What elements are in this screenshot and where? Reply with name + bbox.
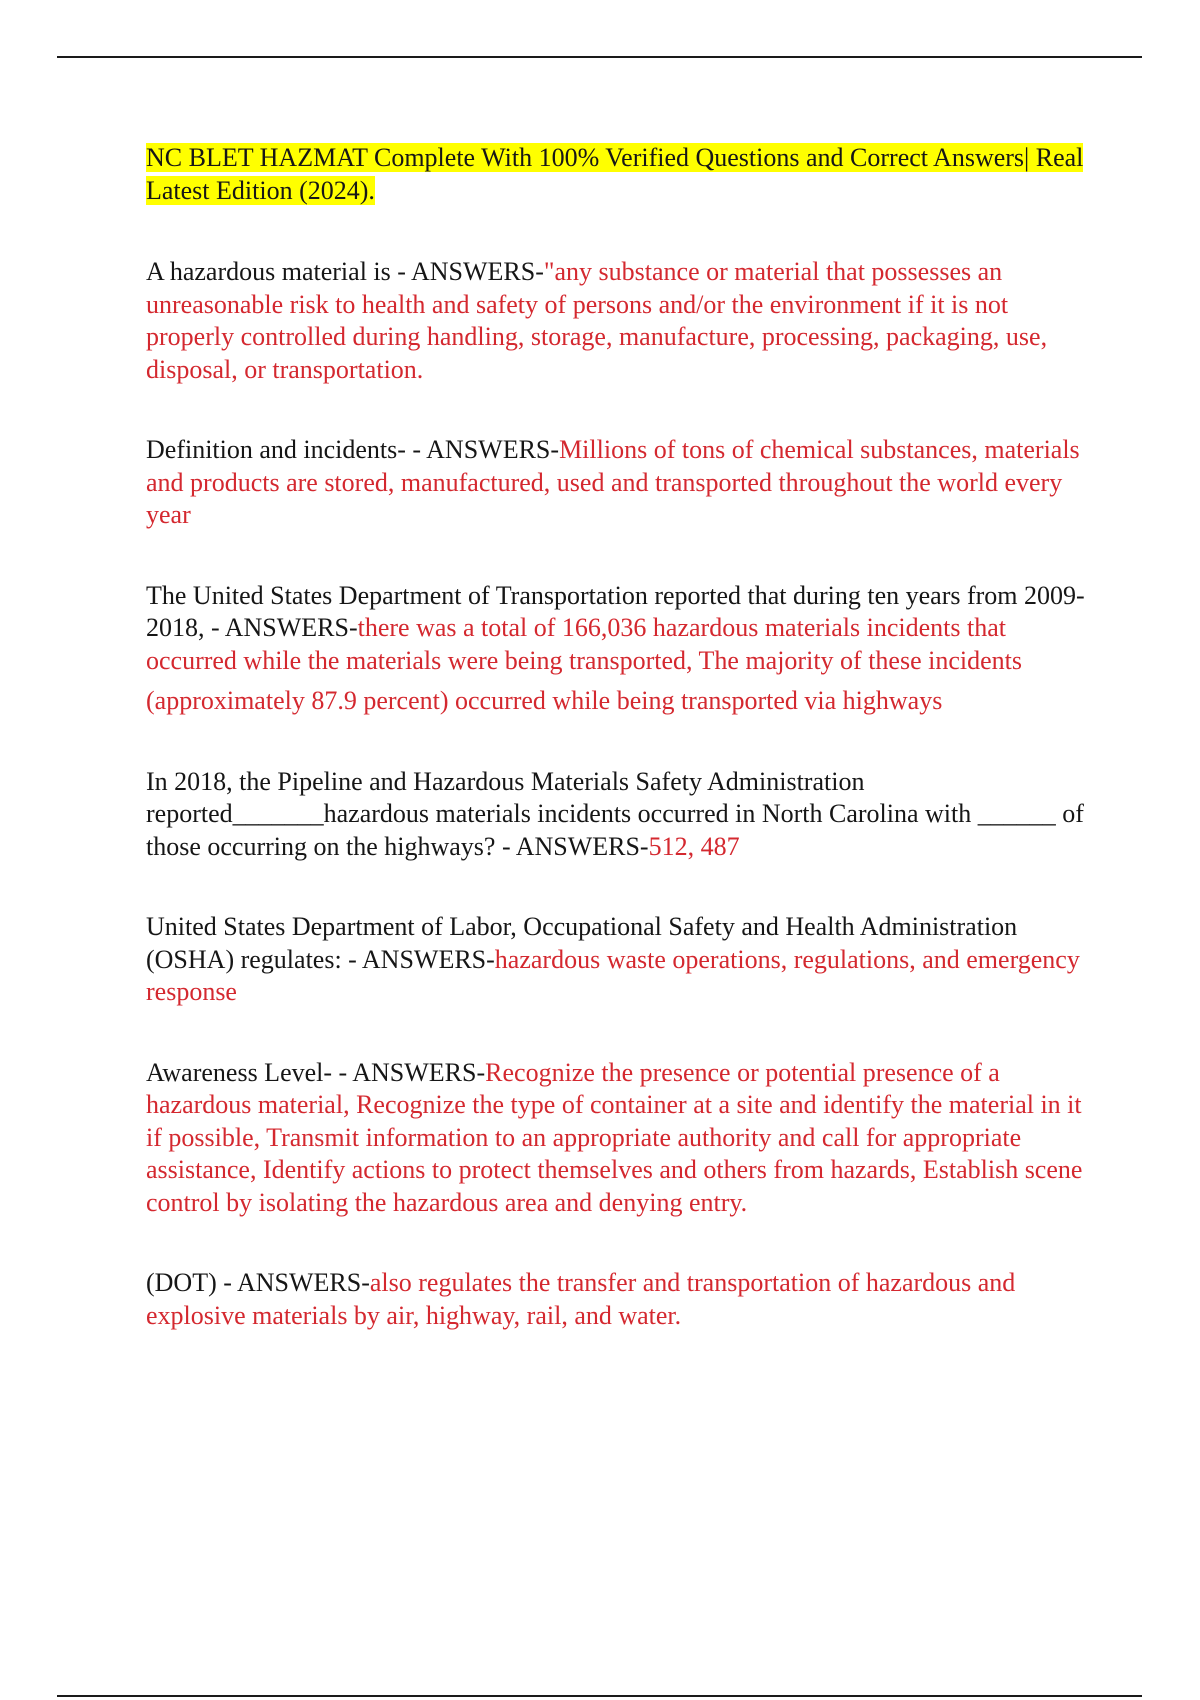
document-title: NC BLET HAZMAT Complete With 100% Verified Questions and Correct Answers| Real Latest Edition (2024). <box>146 143 1084 205</box>
qa-item-definition <box>146 434 1086 532</box>
answer-text: "any substance or material that possesses an unreasonable risk to health and safety of persons and/or the environment if it is not properly controlled during handling, storage, manufacture, processing, packaging, use, disposal, or transportation. <box>146 257 1048 384</box>
answer-text: there was a total of 166,036 hazardous materials incidents that occurred while the materials were being transported, The majority of these incidents <box>146 613 1022 675</box>
question-text: Awareness Level- - ANSWERS- <box>146 1057 486 1087</box>
question-text: Definition and incidents- - ANSWERS- <box>146 435 560 464</box>
answer-text: also regulates the transfer and transportation of hazardous and explosive materials by air, highway, rail, and water. <box>146 1268 1016 1330</box>
question-text: In 2018, the Pipeline and Hazardous Materials Safety Administration reported_______hazardous materials incidents occurred in North Carolina with ______ of those occurring on the highways? - ANSWERS- <box>146 766 1084 861</box>
qa-item-awareness-level <box>146 1057 1086 1220</box>
answer-text: Recognize the presence or potential presence of a hazardous material, Recognize the type of container at a site and identify the material in it if possible, Transmit information to an appropriate authority and call for appropriate assistance, Identify actions to protect themselves and others from hazards, Establish scene control by isolating the hazardous area and denying entry. <box>146 1057 1083 1217</box>
header-rule <box>57 56 1142 58</box>
question-text: The United States Department of Transportation reported that during ten years from 2009-2018, - ANSWERS- <box>146 580 1085 642</box>
question-text: United States Department of Labor, Occupational Safety and Health Administration (OSHA) regulates: - ANSWERS- <box>146 912 1018 974</box>
document-body <box>146 142 1086 1380</box>
qa-item-dot-report <box>146 580 1086 718</box>
answer-text: hazardous waste operations, regulations, and emergency response <box>146 944 1080 1006</box>
qa-item-phmsa-2018 <box>146 766 1086 864</box>
question-text: A hazardous material is - ANSWERS- <box>146 257 544 286</box>
answer-text: Millions of tons of chemical substances, materials and products are stored, manufactured, used and transported throughout the world every year <box>146 435 1080 529</box>
question-text: (DOT) - ANSWERS- <box>146 1268 370 1297</box>
qa-item-osha <box>146 911 1086 1009</box>
qa-item-dot <box>146 1267 1086 1332</box>
footer-rule <box>57 1695 1142 1697</box>
qa-item-hazardous-material <box>146 256 1086 386</box>
answer-text-continued: (approximately 87.9 percent) occurred while being transported via highways <box>146 686 943 715</box>
answer-text: 512, 487 <box>648 831 740 861</box>
